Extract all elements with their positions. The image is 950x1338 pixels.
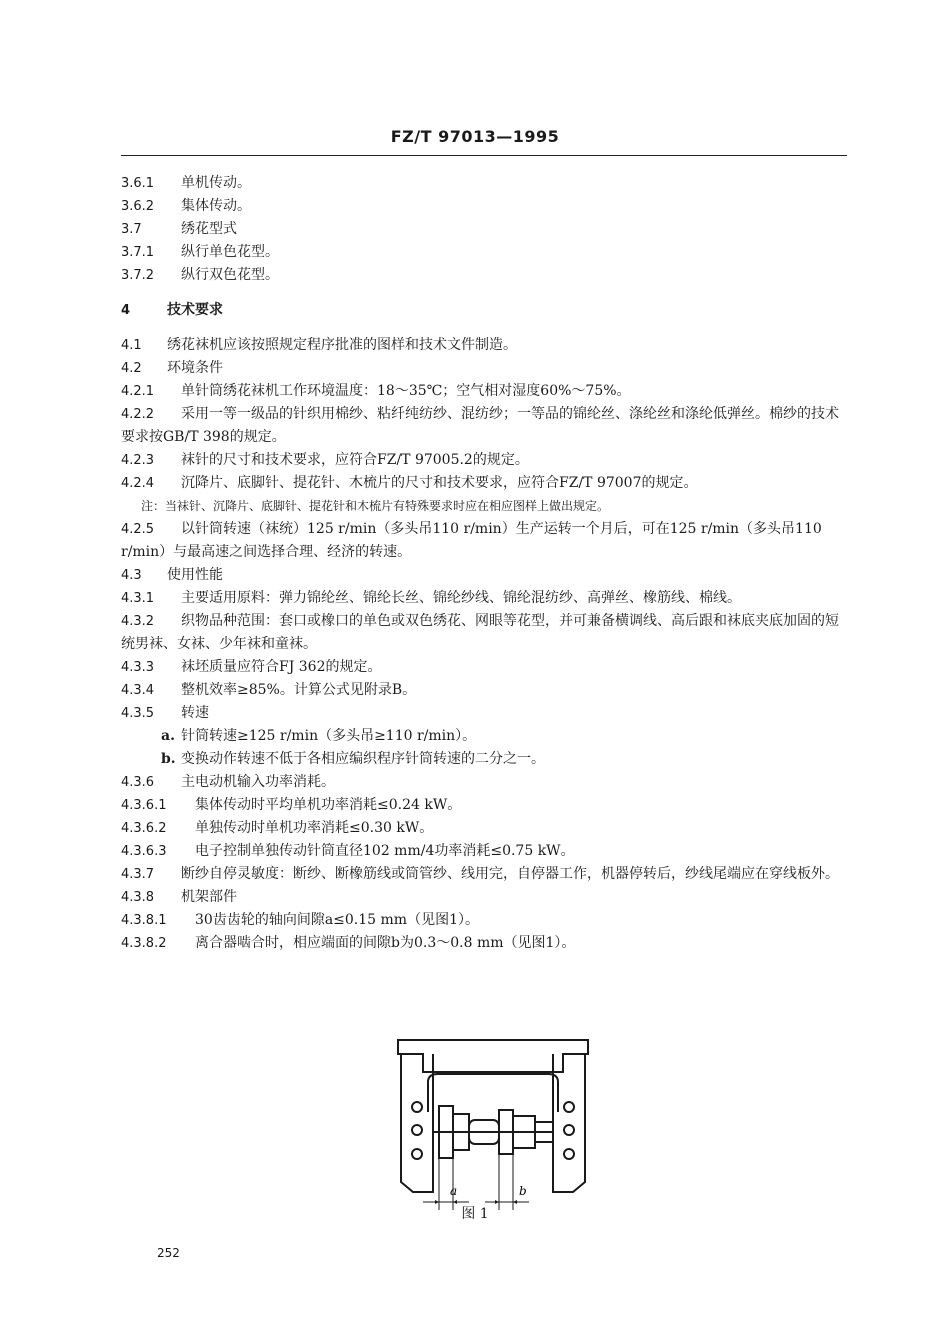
- clause-number: 4.3.8.1: [121, 913, 167, 928]
- clause-text: 以针筒转速（袜统）125 r/min（多头吊110 r/min）生产运转一个月后，可在125 r/min（多头吊110 r/min）与最高速之间选择合理、经济的转速。: [121, 521, 822, 560]
- clause-3-6-1: [121, 172, 851, 195]
- clause-number: 4.3.4: [121, 683, 155, 698]
- clause-4-3-6-3: [121, 840, 851, 863]
- clause-text: 绣花袜机应该按照规定程序批准的图样和技术文件制造。: [167, 337, 517, 353]
- clause-text: 采用一等一级品的针织用棉纱、粘纤纯纺纱、混纺纱；一等品的锦纶丝、涤纶丝和涤纶低弹丝。棉纱的技术要求按GB/T 398的规定。: [121, 406, 839, 445]
- clause-4-3-8: [121, 886, 851, 909]
- clause-4-2: [121, 357, 851, 380]
- clause-number: 3.7.1: [121, 245, 155, 260]
- clause-3-7-1: [121, 241, 851, 264]
- section-title: 技术要求: [167, 302, 223, 318]
- clause-4-3-6: [121, 771, 851, 794]
- clause-text: 袜坯质量应符合FJ 362的规定。: [181, 659, 382, 675]
- clause-4-3: [121, 564, 851, 587]
- clause-number: 4.2.1: [121, 384, 155, 399]
- clause-text: 绣花型式: [181, 221, 237, 237]
- clause-text: 单针筒绣花袜机工作环境温度：18～35℃；空气相对湿度60%～75%。: [181, 383, 631, 399]
- clause-text: 纵行单色花型。: [181, 244, 279, 260]
- clause-4-3-6-1: [121, 794, 851, 817]
- list-item-b: [121, 748, 851, 771]
- clause-text: 离合器啮合时，相应端面的间隙b为0.3～0.8 mm（见图1）。: [195, 935, 576, 951]
- standard-code-header: FZ/T 97013—1995: [390, 127, 560, 146]
- clause-number: 3.6.2: [121, 199, 155, 214]
- document-body: [121, 172, 851, 955]
- clause-4-3-2: [121, 610, 851, 656]
- clause-4-3-6-2: [121, 817, 851, 840]
- clause-number: 4.3.8.2: [121, 936, 167, 951]
- clause-number: 4.3.2: [121, 614, 155, 629]
- clause-text: 袜针的尺寸和技术要求，应符合FZ/T 97005.2的规定。: [181, 452, 529, 468]
- frame-component-figure: [393, 1032, 593, 1232]
- clause-number: 3.6.1: [121, 176, 155, 191]
- clause-text: 30齿齿轮的轴向间隙a≤0.15 mm（见图1）。: [195, 912, 479, 928]
- note-text: 注：当袜针、沉降片、底脚针、提花针和木梳片有特殊要求时应在相应图样上做出规定。: [141, 499, 610, 513]
- clause-number: 4.3.8: [121, 890, 155, 905]
- list-item-a: [121, 725, 851, 748]
- clause-number: 4.3.6.2: [121, 821, 167, 836]
- clause-text: 主要适用原料：弹力锦纶丝、锦纶长丝、锦纶纱线、锦纶混纺纱、高弹丝、橡筋线、棉线。: [181, 590, 741, 606]
- page-number: 252: [157, 1246, 180, 1260]
- clause-4-3-1: [121, 587, 851, 610]
- section-4-heading: [121, 299, 851, 322]
- clause-number: 4.3.6.1: [121, 798, 167, 813]
- note-4-2-4: [121, 495, 851, 518]
- clause-number: 4.3.5: [121, 706, 155, 721]
- clause-text: 环境条件: [167, 360, 223, 376]
- clause-text: 主电动机输入功率消耗。: [181, 774, 335, 790]
- clause-number: 4.2.5: [121, 522, 155, 537]
- clause-text: 纵行双色花型。: [181, 267, 279, 283]
- clause-number: 3.7.2: [121, 268, 155, 283]
- clause-number: 4.2: [121, 361, 142, 376]
- clause-4-2-4: [121, 472, 851, 495]
- clause-text: 整机效率≥85%。计算公式见附录B。: [181, 682, 417, 698]
- clause-text: 沉降片、底脚针、提花针、木梳片的尺寸和技术要求，应符合FZ/T 97007的规定。: [181, 475, 698, 491]
- clause-4-3-4: [121, 679, 851, 702]
- clause-number: 3.7: [121, 222, 142, 237]
- clause-3-7-2: [121, 264, 851, 287]
- clause-4-2-2: [121, 403, 851, 449]
- clause-number: 4.3.3: [121, 660, 155, 675]
- clause-number: 4.3.7: [121, 867, 155, 882]
- clause-4-3-7: [121, 863, 851, 886]
- clause-text: 集体传动。: [181, 198, 251, 214]
- clause-number: 4.3: [121, 568, 142, 583]
- clause-4-3-3: [121, 656, 851, 679]
- list-marker: b.: [161, 751, 176, 767]
- clause-4-3-8-2: [121, 932, 851, 955]
- clause-number: 4.3.6: [121, 775, 155, 790]
- list-marker: a.: [161, 728, 175, 744]
- clause-text: 集体传动时平均单机功率消耗≤0.24 kW。: [195, 797, 462, 813]
- clause-text: 断纱自停灵敏度：断纱、断橡筋线或筒管纱、线用完，自停器工作，机器停转后，纱线尾端应在穿线板外。: [181, 866, 839, 882]
- clause-text: 单机传动。: [181, 175, 251, 191]
- clause-4-2-3: [121, 449, 851, 472]
- clause-text: 电子控制单独传动针筒直径102 mm/4功率消耗≤0.75 kW。: [195, 843, 575, 859]
- list-text: 针筒转速≥125 r/min（多头吊≥110 r/min）。: [181, 728, 477, 744]
- list-text: 变换动作转速不低于各相应编织程序针筒转速的二分之一。: [181, 751, 545, 767]
- clause-4-1: [121, 334, 851, 357]
- clause-text: 机架部件: [181, 889, 237, 905]
- clause-4-2-1: [121, 380, 851, 403]
- clause-text: 织物品种范围：套口或橡口的单色或双色绣花、网眼等花型，并可兼备横调线、高后跟和袜底夹底加固的短统男袜、女袜、少年袜和童袜。: [121, 613, 839, 652]
- dimension-label-a: a: [450, 1184, 458, 1198]
- dimension-label-b: b: [519, 1184, 527, 1198]
- section-number: 4: [121, 303, 131, 318]
- clause-number: 4.3.6.3: [121, 844, 167, 859]
- clause-number: 4.2.4: [121, 476, 155, 491]
- clause-number: 4.1: [121, 338, 142, 353]
- clause-3-6-2: [121, 195, 851, 218]
- header-rule: [121, 155, 847, 156]
- clause-4-3-5: [121, 702, 851, 725]
- clause-3-7: [121, 218, 851, 241]
- clause-4-3-8-1: [121, 909, 851, 932]
- clause-number: 4.2.2: [121, 407, 155, 422]
- clause-number: 4.3.1: [121, 591, 155, 606]
- clause-text: 单独传动时单机功率消耗≤0.30 kW。: [195, 820, 434, 836]
- clause-text: 转速: [181, 705, 209, 721]
- clause-number: 4.2.3: [121, 453, 155, 468]
- figure-caption: 图 1: [461, 1206, 489, 1222]
- clause-4-2-5: [121, 518, 851, 564]
- clause-text: 使用性能: [167, 567, 223, 583]
